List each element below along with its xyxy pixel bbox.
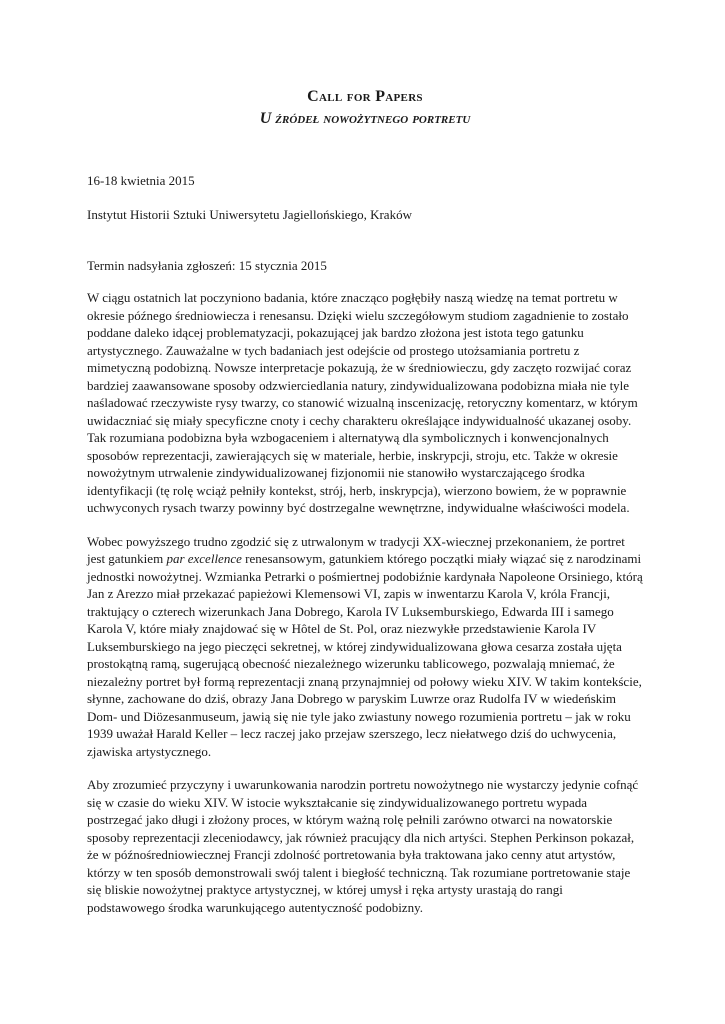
page-title: Call for Papers [307,88,423,105]
italic-phrase: par excellence [166,551,242,566]
document-page [87,86,643,916]
conference-venue: Instytut Historii Sztuki Uniwersytetu Jagiellońskiego, Kraków [87,207,412,222]
submission-deadline: Termin nadsyłania zgłoszeń: 15 stycznia 2015 [87,258,327,273]
body-paragraph-2: Wobec powyższego trudno zgodzić się z utrwalonym w tradycji XX-wiecznej przekonaniem, że portret jest gatunkiem par excellence renesansowym, gatunkiem którego początki miały wiązać się z narodzinami jednostki nowożytnej. Wzmianka Petrarki o pośmiertnej podobiźnie kardynała Napoleone Orsiniego, którą Jan z Arezzo miał przekazać papieżowi Klemensowi VI, zapis w inwentarzu Karola V, króla Francji, traktujący o czterech wizerunkach Jana Dobrego, Karola IV Luksemburskiego, Edwarda III i samego Karola V, które miały znajdować się w Hôtel de St. Pol, oraz niezwykłe przedstawienie Karola IV Luksemburskiego na jego pieczęci sekretnej, w której zindywidualizowana głowa cesarza została ujęta prostokątną ramą, sugerującą obecność niezależnego wizerunku tablicowego, pozwalają mniemać, że niezależny portret był formą reprezentacji znaną przynajmniej od połowy wieku XIV. W takim kontekście, słynne, zachowane do dziś, obrazy Jana Dobrego w paryskim Luwrze oraz Rudolfa IV w wiedeńskim Dom- und Diözesanmuseum, jawią się nie tyle jako zwiastuny nowego rozumienia portretu – jak w roku 1939 uważał Harald Keller – lecz raczej jako przejaw szerszego, lecz niełatwego dziś do uchwycenia, zjawiska artystycznego. [87,533,643,759]
page-subtitle: U źródeł nowożytnego portretu [259,110,471,127]
conference-dates: 16-18 kwietnia 2015 [87,173,195,188]
body-paragraph-1: W ciągu ostatnich lat poczyniono badania, które znacząco pogłębiły naszą wiedzę na temat portretu w okresie późnego średniowiecza i renesansu. Dzięki wielu szczegółowym studiom zagadnienie to zostało poddane daleko idącej problematyzacji, pokazującej jak bardzo złożona jest istota tego gatunku artystycznego. Zauważalne w tych badaniach jest odejście od prostego utożsamiania portretu z mimetyczną podobizną. Nowsze interpretacje pokazują, że w średniowieczu, gdy zaczęto rozwijać coraz bardziej zaawansowane sposoby odzwierciedlania natury, zindywidualizowana podobizna miała nie tyle naśladować rzeczywiste rysy twarzy, co stanowić wizualną inscenizację, retoryczny komentarz, w którym uwidaczniać się miały specyficzne cnoty i cechy charakteru określające indywidualność ukazanej osoby. Tak rozumiana podobizna była wzbogaceniem i alternatywą dla symbolicznych i konwencjonalnych sposobów reprezentacji, zawierających się w materiale, herbie, inskrypcji, stroju, etc. Także w okresie nowożytnym utrwalenie zindywidualizowanej fizjonomii nie stanowiło wystarczającego środka identyfikacji (tę rolę wciąż pełniły kontekst, strój, herb, inskrypcja), wierzono bowiem, że w poprawnie uchwyconych rysach twarzy powinny być dostrzegalne wewnętrzne, indywidualne właściwości modela. [87,290,638,515]
body-paragraph-3: Aby zrozumieć przyczyny i uwarunkowania narodzin portretu nowożytnego nie wystarczy jedynie cofnąć się w czasie do wieku XIV. W istocie wykształcanie się zindywidualizowanego portretu wypada postrzegać jako długi i złożony proces, w którym ważną rolę pełnili zarówno otwarci na nowatorskie sposoby reprezentacji zleceniodawcy, jak również pracujący dla nich artyści. Stephen Perkinson pokazał, że w późnośredniowiecznej Francji zdolność portretowania była traktowana jako cenny atut artystów, którzy w ten sposób demonstrowali swój talent i biegłość techniczną. Tak rozumiane portretowanie staje się bliskie nowożytnej praktyce artystycznej, w której umysł i ręka artysty urastają do rangi podstawowego środka warunkującego autentyczność podobizny. [87,777,639,915]
